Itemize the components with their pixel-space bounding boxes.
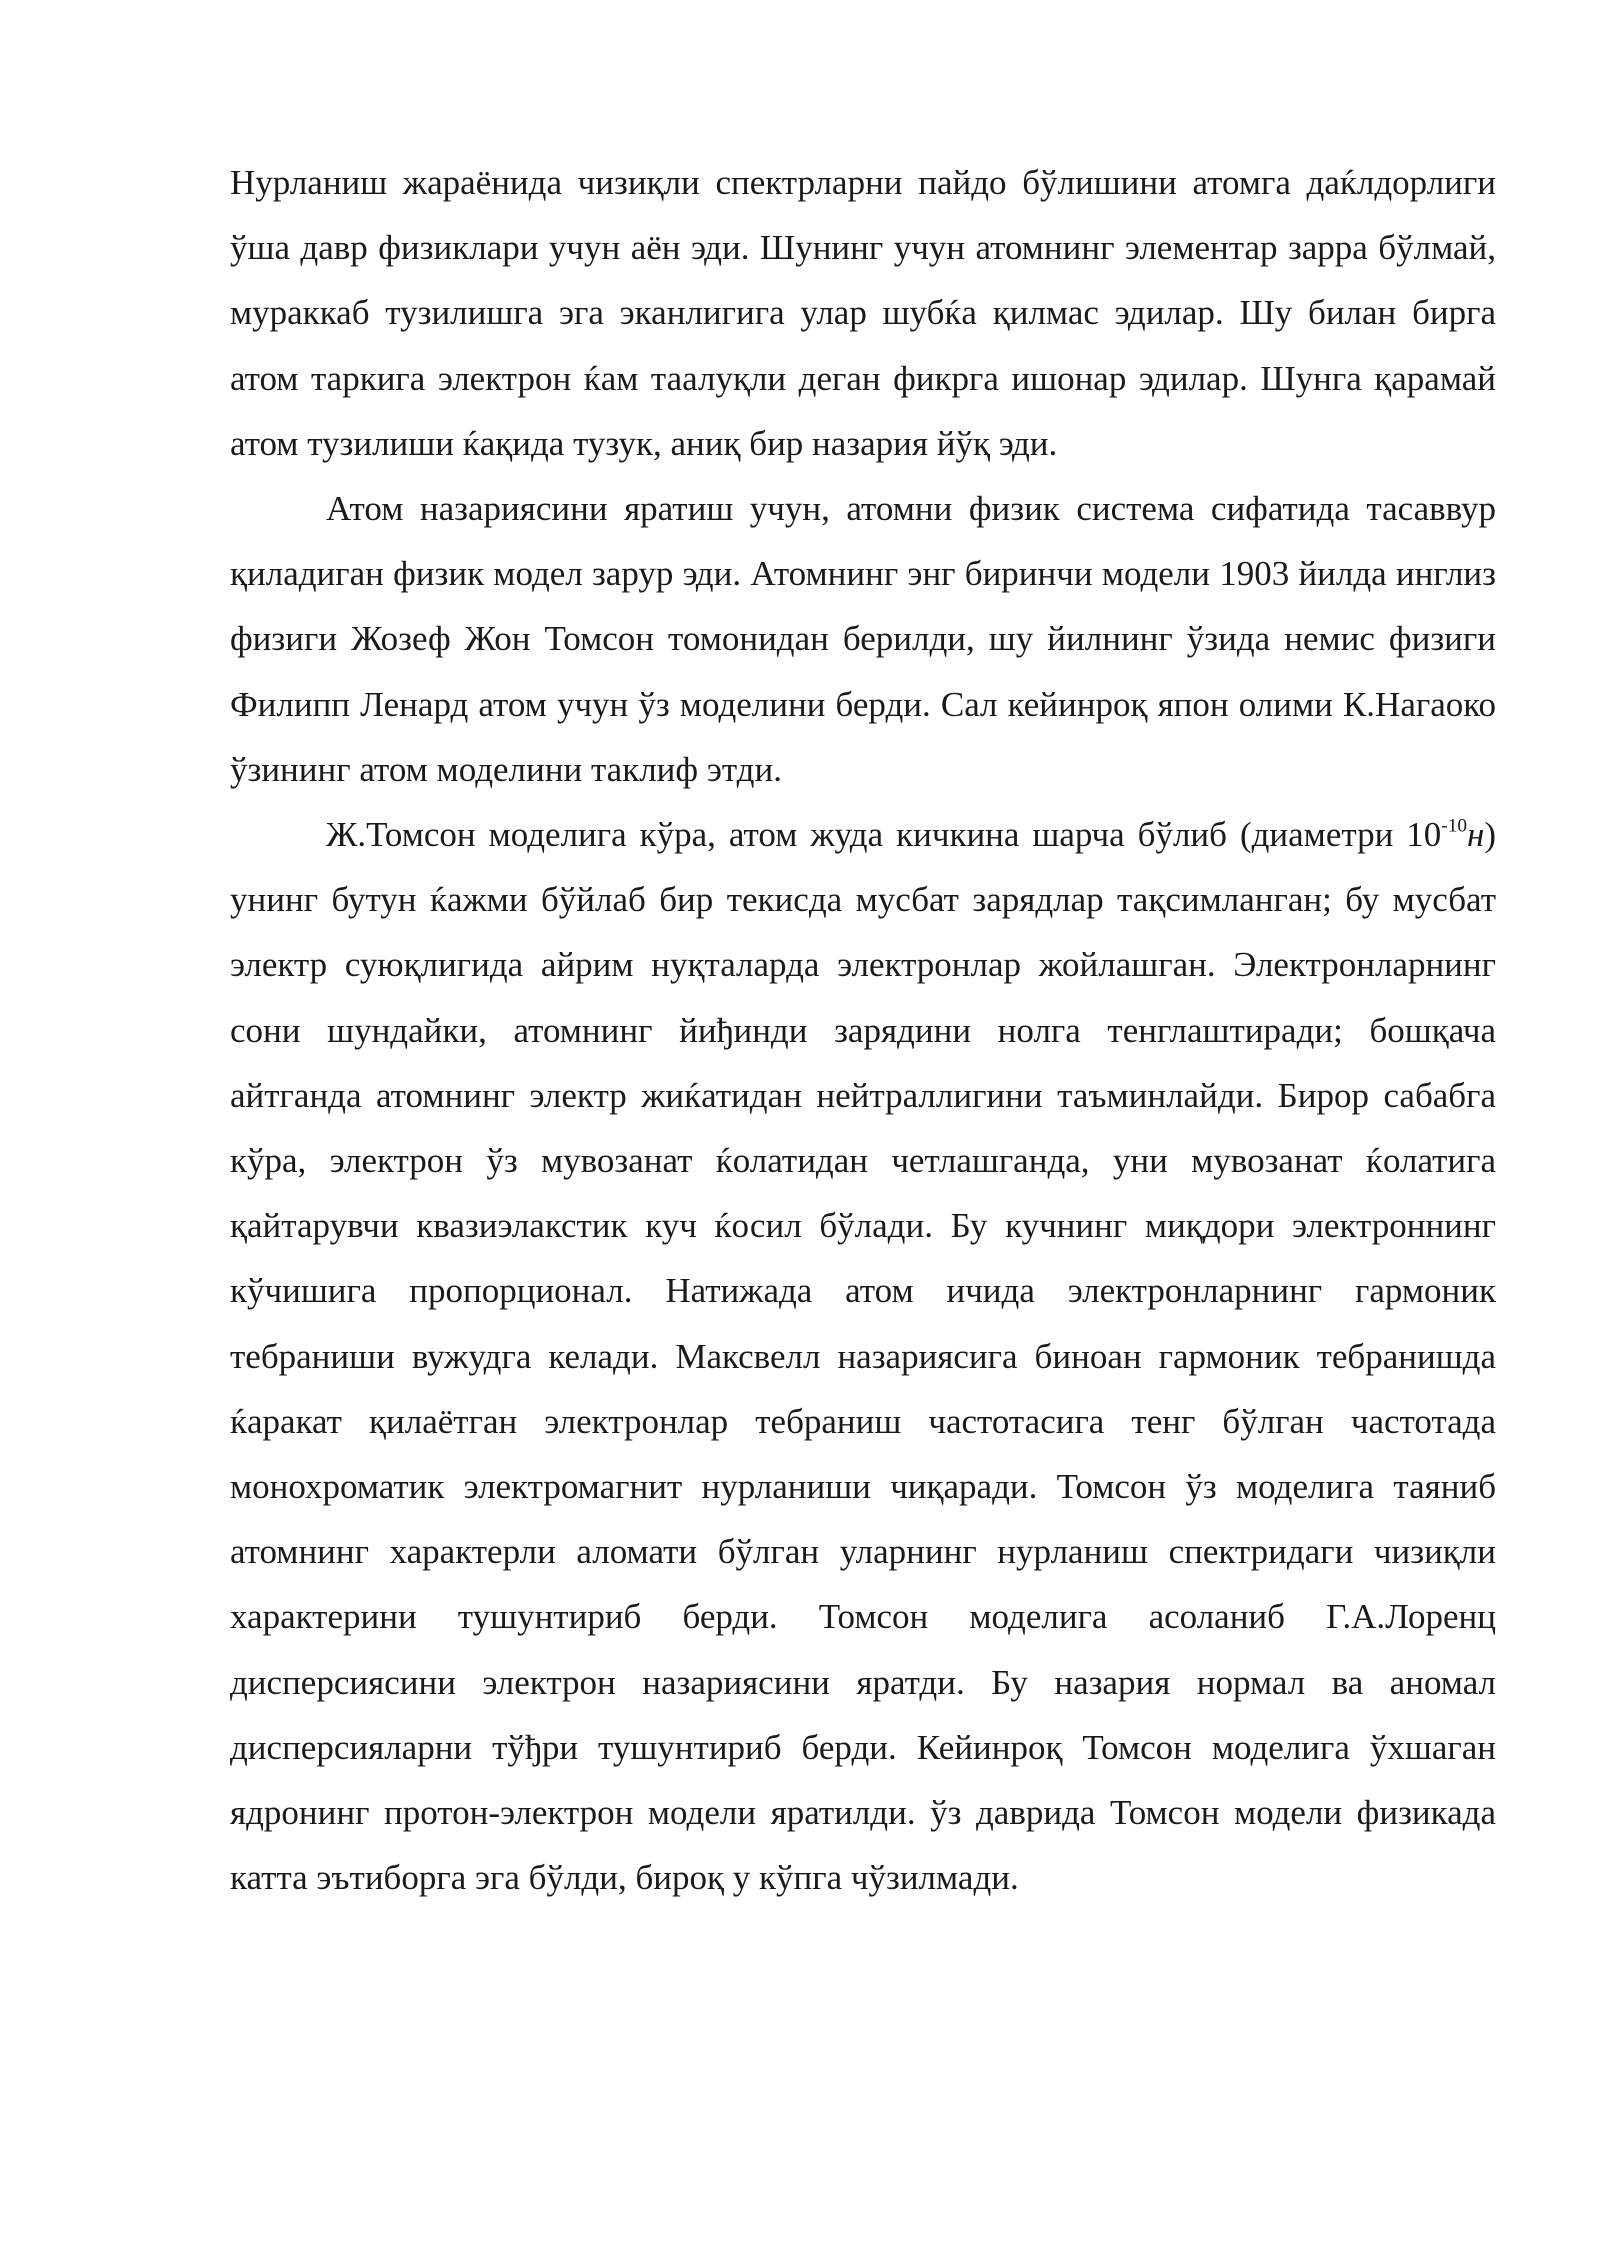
document-page [230, 150, 1496, 1910]
paragraph-atom-spectra: Нурланиш жараёнида чизиқли спектрларни пайдо бўлишини атомга даќлдорлиги ўша давр физиклари учун аён эди. Шунинг учун атомнинг элементар зарра бўлмай, мураккаб тузилишга эга эканлигига улар шубќа қилмас эдилар. Шу билан бирга атом таркига электрон ќам таалуқли деган фикрга ишонар эдилар. Шунга қарамай атом тузилиши ќақида тузук, аниқ бир назария йўқ эди. [230, 163, 1496, 463]
diameter-exponent: -10 [1441, 815, 1467, 837]
paragraph-atom-models: Атом назариясини яратиш учун, атомни физик система сифатида тасаввур қиладиган физик модел зарур эди. Атомнинг энг биринчи модели 1903 йилда инглиз физиги Жозеф Жон Томсон томонидан берилди, шу йилнинг ўзида немис физиги Филипп Ленард атом учун ўз моделини берди. Сал кейинроқ япон олими К.Нагаоко ўзининг атом моделини таклиф этди. [230, 489, 1496, 789]
thomson-rest-text: ) унинг бутун ќажми бўйлаб бир текисда мусбат зарядлар тақсимланган; бу мусбат электр суюқлигида айрим нуқталарда электронлар жойлашган. Электронларнинг сони шундайки, атомнинг йиђинди зарядини нолга тенглаштиради; бошқача айтганда атомнинг электр жиќатидан нейтраллигини таъминлайди. Бирор сабабга кўра, электрон ўз мувозанат ќолатидан четлашганда, уни мувозанат ќолатига қайтарувчи квазиэлакстик куч ќосил бўлади. Бу кучнинг миқдори электроннинг кўчишига пропорционал. Натижада атом ичида электронларнинг гармоник тебраниши вужудга келади. Максвелл назариясига биноан гармоник тебранишда ќаракат қилаётган электронлар тебраниш частотасига тенг бўлган частотада монохроматик электромагнит нурланиши чиқаради. Томсон ўз моделига таяниб атомнинг характерли аломати бўлган уларнинг нурланиш спектридаги чизиқли характерини тушунтириб берди. Томсон моделига асоланиб Г.А.Лоренц дисперсиясини электрон назариясини яратди. Бу назария нормал ва аномал дисперсияларни тўђри тушунтириб берди. Кейинроқ Томсон моделига ўхшаган ядронинг протон-электрон модели яратилди. ўз даврида Томсон модели физикада катта эътиборга эга бўлди, бироқ у кўпга чўзилмади. [230, 815, 1496, 1898]
diameter-unit: н [1466, 815, 1485, 855]
thomson-lead-text: Ж.Томсон моделига кўра, атом жуда кичкина шарча бўлиб (диаметри 10 [326, 815, 1442, 855]
paragraph-thomson-model [230, 802, 1496, 1910]
